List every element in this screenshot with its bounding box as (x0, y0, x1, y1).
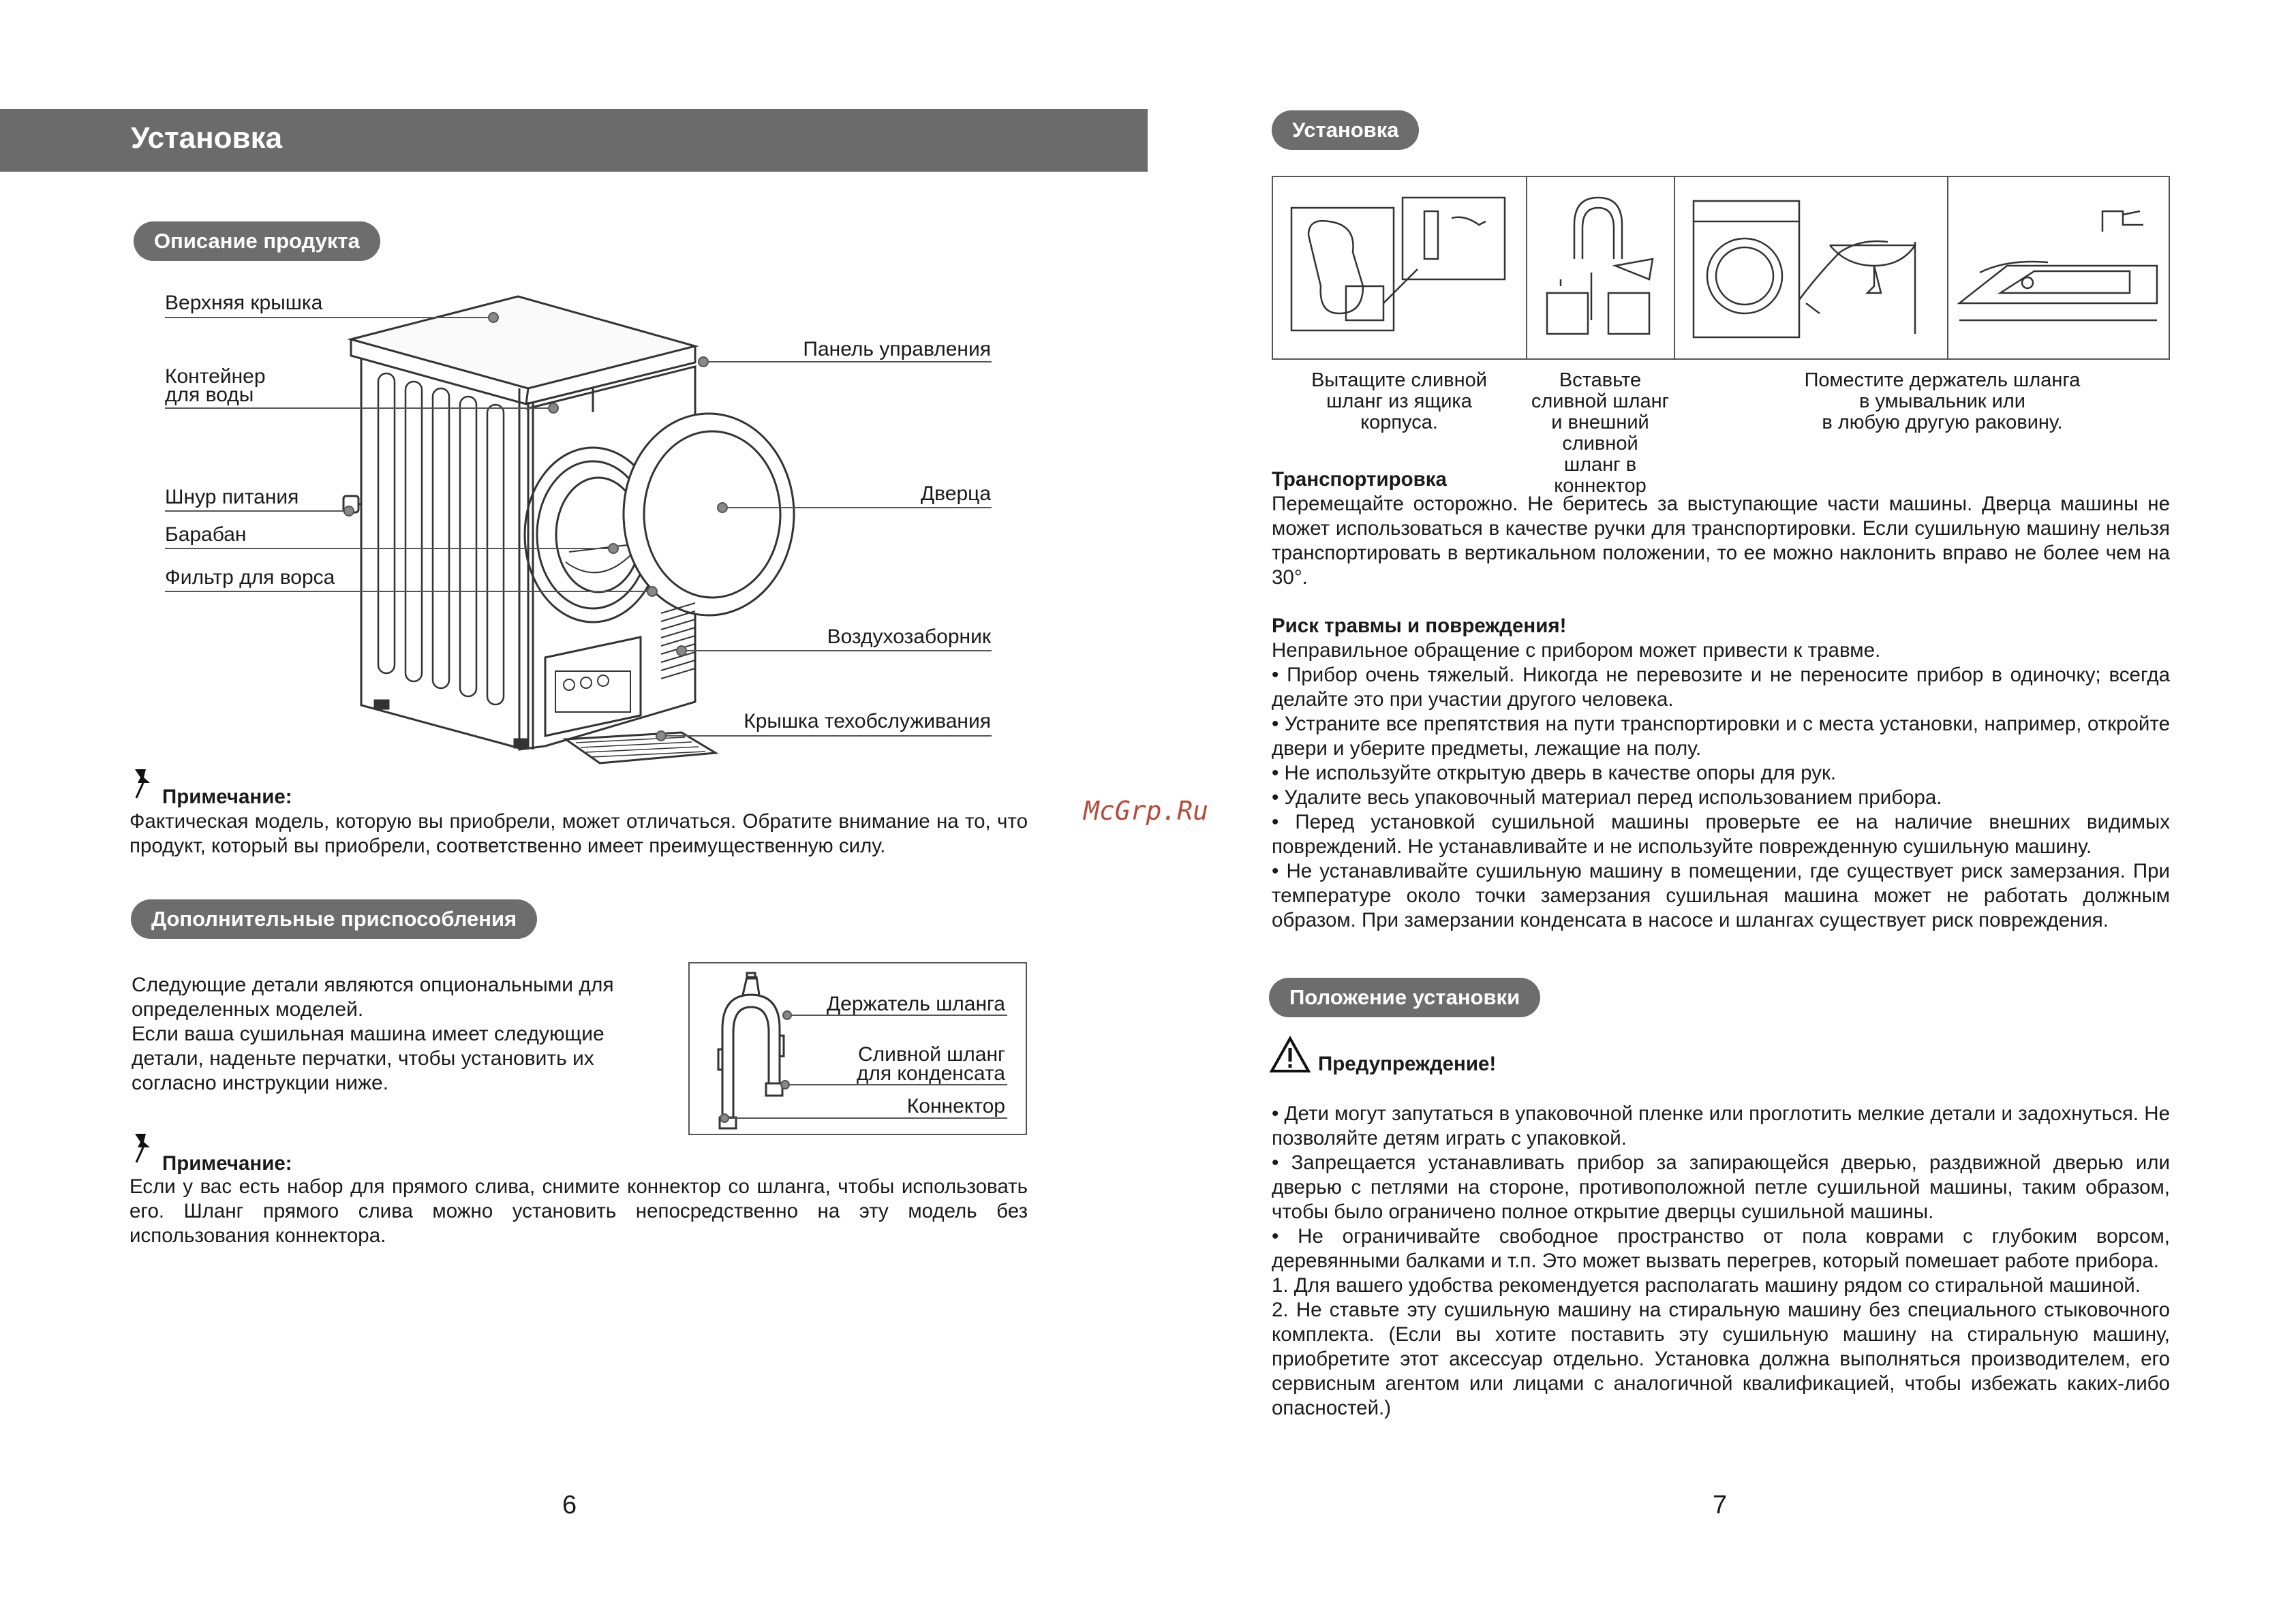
watermark: McGrp.Ru (1084, 796, 1209, 826)
note2-text: Если у вас есть набор для прямого слива, снимите коннектор со шланга, чтобы использовать его. Шланг прямого слива можно установить непосредственно на эту модель без использования коннектора. (129, 1175, 1028, 1247)
risk-paragraph: Неправильное обращение с прибором может привести к травме. (1272, 639, 1881, 662)
label-water-container-2: для воды (165, 384, 254, 406)
transport-text: Перемещайте осторожно. Не беритесь за выступающие части машины. Дверца машины не может использоваться в качестве ручки для транспортировки. Если сушильную машину нельзя транспортировать в вертикальном положении, то ее можно наклонить вправо не более чем на 30°. (1272, 493, 2170, 589)
risk-paragraph: • Устраните все препятствия на пути транспортировки и с места установки, например, откройте двери и уберите предметы, лежащие на полу. (1272, 713, 2170, 760)
label-hose-holder: Держатель шланга (826, 993, 1005, 1015)
label-service-cover: Крышка техобслуживания (744, 710, 991, 732)
page-number-left: 6 (562, 1491, 577, 1519)
step3-caption: Поместите держатель шланга в умывальник или в любую другую раковину. (1804, 369, 2081, 433)
product-description-pill: Описание продукта (134, 221, 380, 261)
pushpin-icon (131, 767, 158, 799)
warning-triangle-icon (1269, 1036, 1311, 1074)
step-divider (1674, 176, 1675, 360)
step3-illustration (1683, 184, 1942, 354)
step-divider (1526, 176, 1527, 360)
label-air-intake: Воздухозаборник (827, 625, 991, 648)
step1-illustration (1281, 184, 1520, 354)
risk-paragraph: • Не используйте открытую дверь в качестве опоры для рук. (1272, 762, 1837, 784)
step4-illustration (1953, 184, 2167, 354)
risk-paragraph: • Удалите весь упаковочный материал перед использованием прибора. (1272, 786, 1942, 809)
note2-title: Примечание: (162, 1152, 292, 1175)
risk-section (1272, 614, 2170, 933)
label-connector: Коннектор (906, 1095, 1005, 1117)
accessories-text: Следующие детали являются опциональными для определенных моделей. Если ваша сушильная машина имеет следующие детали, наденьте перчатки, чтобы установить их согласно инструкции ниже. (132, 974, 614, 1094)
position-paragraphs (1272, 1102, 2170, 1421)
risk-paragraph: • Прибор очень тяжелый. Никогда не перевозите и не переносите прибор в одиночку; всегда делайте это при участии другого человека. (1272, 664, 2170, 711)
accessories-pill: Дополнительные приспособления (131, 899, 537, 939)
step-divider (1947, 176, 1948, 360)
position-pill: Положение установки (1269, 978, 1540, 1017)
position-paragraph: 1. Для вашего удобства рекомендуется располагать машину рядом со стиральной машиной. (1272, 1274, 2141, 1297)
step2-caption: Вставьте сливной шланг и внешний сливной шланг в коннектор (1531, 369, 1670, 497)
position-paragraph: • Запрещается устанавливать прибор за запирающейся дверью, раздвижной дверью или дверью с петлями на стороне, противоположной петле сушильной машины, таким образом, чтобы было ограничено полное открытие дверцы сушильной машины. (1272, 1151, 2170, 1223)
label-drain-hose-1: Сливной шланг (858, 1043, 1005, 1066)
label-drain-hose-2: для конденсата (856, 1062, 1005, 1085)
step2-illustration (1533, 184, 1670, 354)
transport-section (1272, 467, 2170, 590)
risk-paragraph: • Перед установкой сушильной машины проверьте ее на наличие внешних видимых повреждений. Не устанавливайте и не используйте поврежденную сушильную машину. (1272, 811, 2170, 858)
note1-title: Примечание: (162, 786, 292, 808)
label-water-container-1: Контейнер (165, 365, 266, 388)
warning-title: Предупреждение! (1318, 1053, 1497, 1075)
label-drum: Барабан (165, 523, 247, 546)
page-header-title: Установка (131, 121, 283, 155)
transport-title: Транспортировка (1272, 468, 1447, 491)
position-paragraph: • Дети могут запутаться в упаковочной пленке или проглотить мелкие детали и задохнуться. Не позволяйте детям играть с упаковкой. (1272, 1102, 2170, 1149)
risk-paragraph: • Не устанавливайте сушильную машину в помещении, где существует риск замерзания. При температуре около точки замерзания сушильная машина может не работать должным образом. При замерзании конденсата в насосе и шлангах существует риск повреждения. (1272, 860, 2170, 931)
step1-caption: Вытащите сливной шланг из ящика корпуса. (1311, 369, 1487, 433)
dryer-leader-lines (0, 0, 1148, 818)
label-lint-filter: Фильтр для ворса (165, 566, 335, 589)
label-door: Дверца (920, 482, 991, 505)
position-paragraph: 2. Не ставьте эту сушильную машину на стиральную машину без специального стыковочного комплекта. (Если вы хотите поставить эту сушильную машину на стиральную машину, приобретите этот аксессуар отдельно. Установка должна выполняться производителем, его сервисным агентом или лицами с аналогичной квалификацией, чтобы избежать каких-либо опасностей.) (1272, 1299, 2170, 1419)
label-top-cover: Верхняя крышка (165, 292, 323, 314)
note1-text: Фактическая модель, которую вы приобрели, может отличаться. Обратите внимание на то, что продукт, который вы приобрели, соответственно имеет преимущественную силу. (129, 810, 1028, 857)
page-number-right: 7 (1713, 1491, 1728, 1519)
label-control-panel: Панель управления (803, 338, 991, 360)
pushpin-icon (131, 1131, 158, 1164)
risk-title: Риск травмы и повреждения! (1272, 615, 1567, 637)
label-power-cord: Шнур питания (165, 486, 299, 508)
position-paragraph: • Не ограничивайте свободное пространство от пола коврами с глубоким ворсом, деревянными балками и т.п. Это может вызвать перегрев, который помешает работе прибора. (1272, 1225, 2170, 1272)
installation-pill: Установка (1272, 110, 1419, 150)
